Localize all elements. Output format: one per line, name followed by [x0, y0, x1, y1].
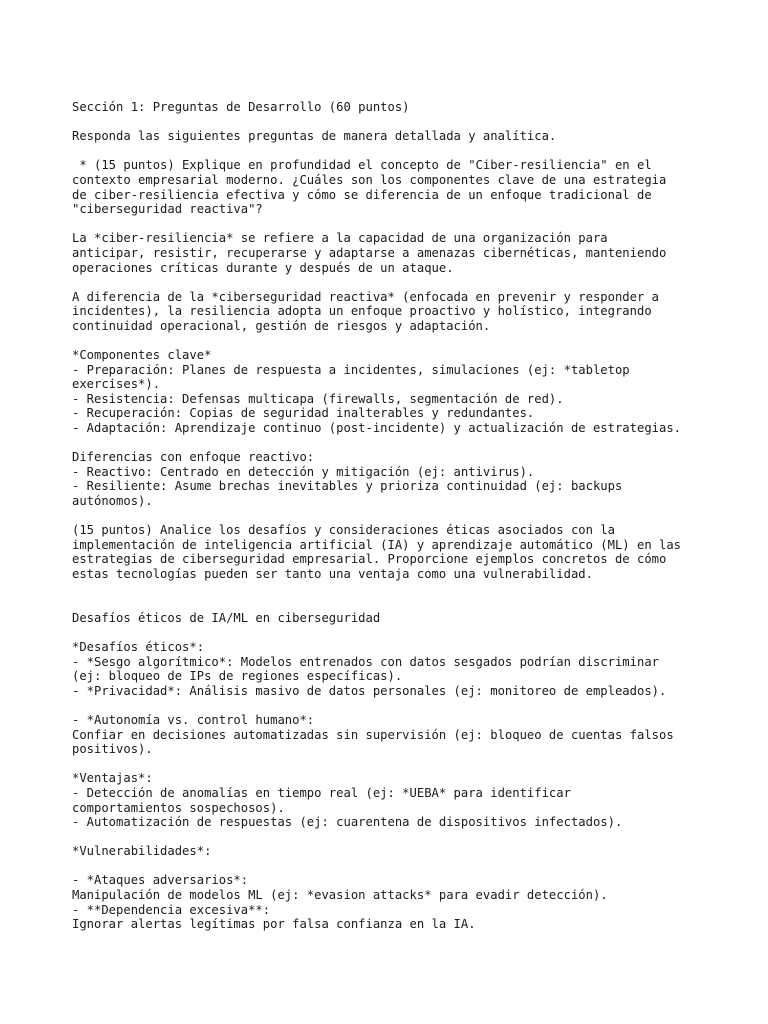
text-line: "ciberseguridad reactiva"? — [72, 202, 263, 217]
text-line: - Automatización de respuestas (ej: cuarentena de dispositivos infectados). — [72, 815, 623, 830]
text-line: positivos). — [72, 742, 153, 757]
blank-line — [72, 275, 732, 290]
text-line: incidentes), la resiliencia adopta un enfoque proactivo y holístico, integrando — [72, 304, 652, 319]
text-line: - *Privacidad*: Análisis masivo de datos personales (ej: monitoreo de empleados). — [72, 683, 667, 698]
text-line: anticipar, resistir, recuperarse y adaptarse a amenazas cibernéticas, manteniendo — [72, 245, 667, 260]
text-line: *Vulnerabilidades*: — [72, 844, 212, 859]
text-line: - Resiliente: Asume brechas inevitables y prioriza continuidad (ej: backups — [72, 479, 623, 494]
text-line: *Componentes clave* — [72, 348, 212, 363]
text-line: comportamientos sospechosos). — [72, 800, 285, 815]
blank-line — [72, 757, 732, 772]
text-line: - Resistencia: Defensas multicapa (firewalls, segmentación de red). — [72, 391, 564, 406]
text-line: autónomos). — [72, 494, 153, 509]
blank-line — [72, 625, 732, 640]
text-line: Ignorar alertas legítimas por falsa confianza en la IA. — [72, 917, 476, 932]
text-line: exercises*). — [72, 377, 161, 392]
text-line: operaciones críticas durante y después de un ataque. — [72, 260, 454, 275]
text-line: estrategias de ciberseguridad empresarial. Proporcione ejemplos concretos de cómo — [72, 552, 667, 567]
blank-line — [72, 596, 732, 611]
text-line: (15 puntos) Analice los desafíos y consideraciones éticas asociados con la — [72, 523, 615, 538]
text-line: - *Ataques adversarios*: — [72, 873, 249, 888]
text-line: - Reactivo: Centrado en detección y mitigación (ej: antivirus). — [72, 464, 535, 479]
text-line: contexto empresarial moderno. ¿Cuáles son los componentes clave de una estrategia — [72, 172, 667, 187]
blank-line — [72, 859, 732, 874]
text-line: - *Sesgo algorítmico*: Modelos entrenados con datos sesgados podrían discriminar — [72, 654, 659, 669]
text-line: Responda las siguientes preguntas de manera detallada y analítica. — [72, 129, 557, 144]
text-line: Sección 1: Preguntas de Desarrollo (60 puntos) — [72, 100, 410, 114]
document-body — [72, 100, 732, 932]
blank-line — [72, 144, 732, 159]
blank-line — [72, 217, 732, 232]
text-line: continuidad operacional, gestión de riesgos y adaptación. — [72, 318, 491, 333]
text-line: * (15 puntos) Explique en profundidad el concepto de "Ciber-resiliencia" en el — [72, 158, 652, 173]
text-line: - Detección de anomalías en tiempo real (ej: *UEBA* para identificar — [72, 785, 571, 800]
text-line: - Adaptación: Aprendizaje continuo (post-incidente) y actualización de estrategias. — [72, 421, 682, 436]
blank-line — [72, 115, 732, 130]
blank-line — [72, 830, 732, 845]
text-line: Desafíos éticos de IA/ML en ciberseguridad — [72, 610, 381, 625]
text-line: Diferencias con enfoque reactivo: — [72, 450, 315, 465]
blank-line — [72, 582, 732, 597]
text-line: (ej: bloqueo de IPs de regiones específicas). — [72, 669, 403, 684]
blank-line — [72, 334, 732, 349]
text-line: - Recuperación: Copias de seguridad inalterables y redundantes. — [72, 406, 535, 421]
text-line: Manipulación de modelos ML (ej: *evasion attacks* para evadir detección). — [72, 888, 608, 903]
text-line: de ciber-resiliencia efectiva y cómo se diferencia de un enfoque tradicional de — [72, 187, 652, 202]
text-line: estas tecnologías pueden ser tanto una ventaja como una vulnerabilidad. — [72, 567, 593, 581]
text-line: - **Dependencia excesiva**: — [72, 902, 271, 917]
text-line: La *ciber-resiliencia* se refiere a la capacidad de una organización para — [72, 231, 608, 246]
text-line: - Preparación: Planes de respuesta a incidentes, simulaciones (ej: *tabletop — [72, 362, 630, 377]
blank-line — [72, 698, 732, 713]
text-line: *Ventajas*: — [72, 771, 153, 786]
blank-line — [72, 509, 732, 524]
text-line: implementación de inteligencia artificial (IA) y aprendizaje automático (ML) en las — [72, 537, 682, 552]
text-line: - *Autonomía vs. control humano*: — [72, 712, 315, 727]
text-line: *Desafíos éticos*: — [72, 639, 205, 654]
text-line: A diferencia de la *ciberseguridad reactiva* (enfocada en prevenir y responder a — [72, 289, 659, 304]
text-line: Confiar en decisiones automatizadas sin supervisión (ej: bloqueo de cuentas falsos — [72, 727, 674, 742]
blank-line — [72, 436, 732, 451]
